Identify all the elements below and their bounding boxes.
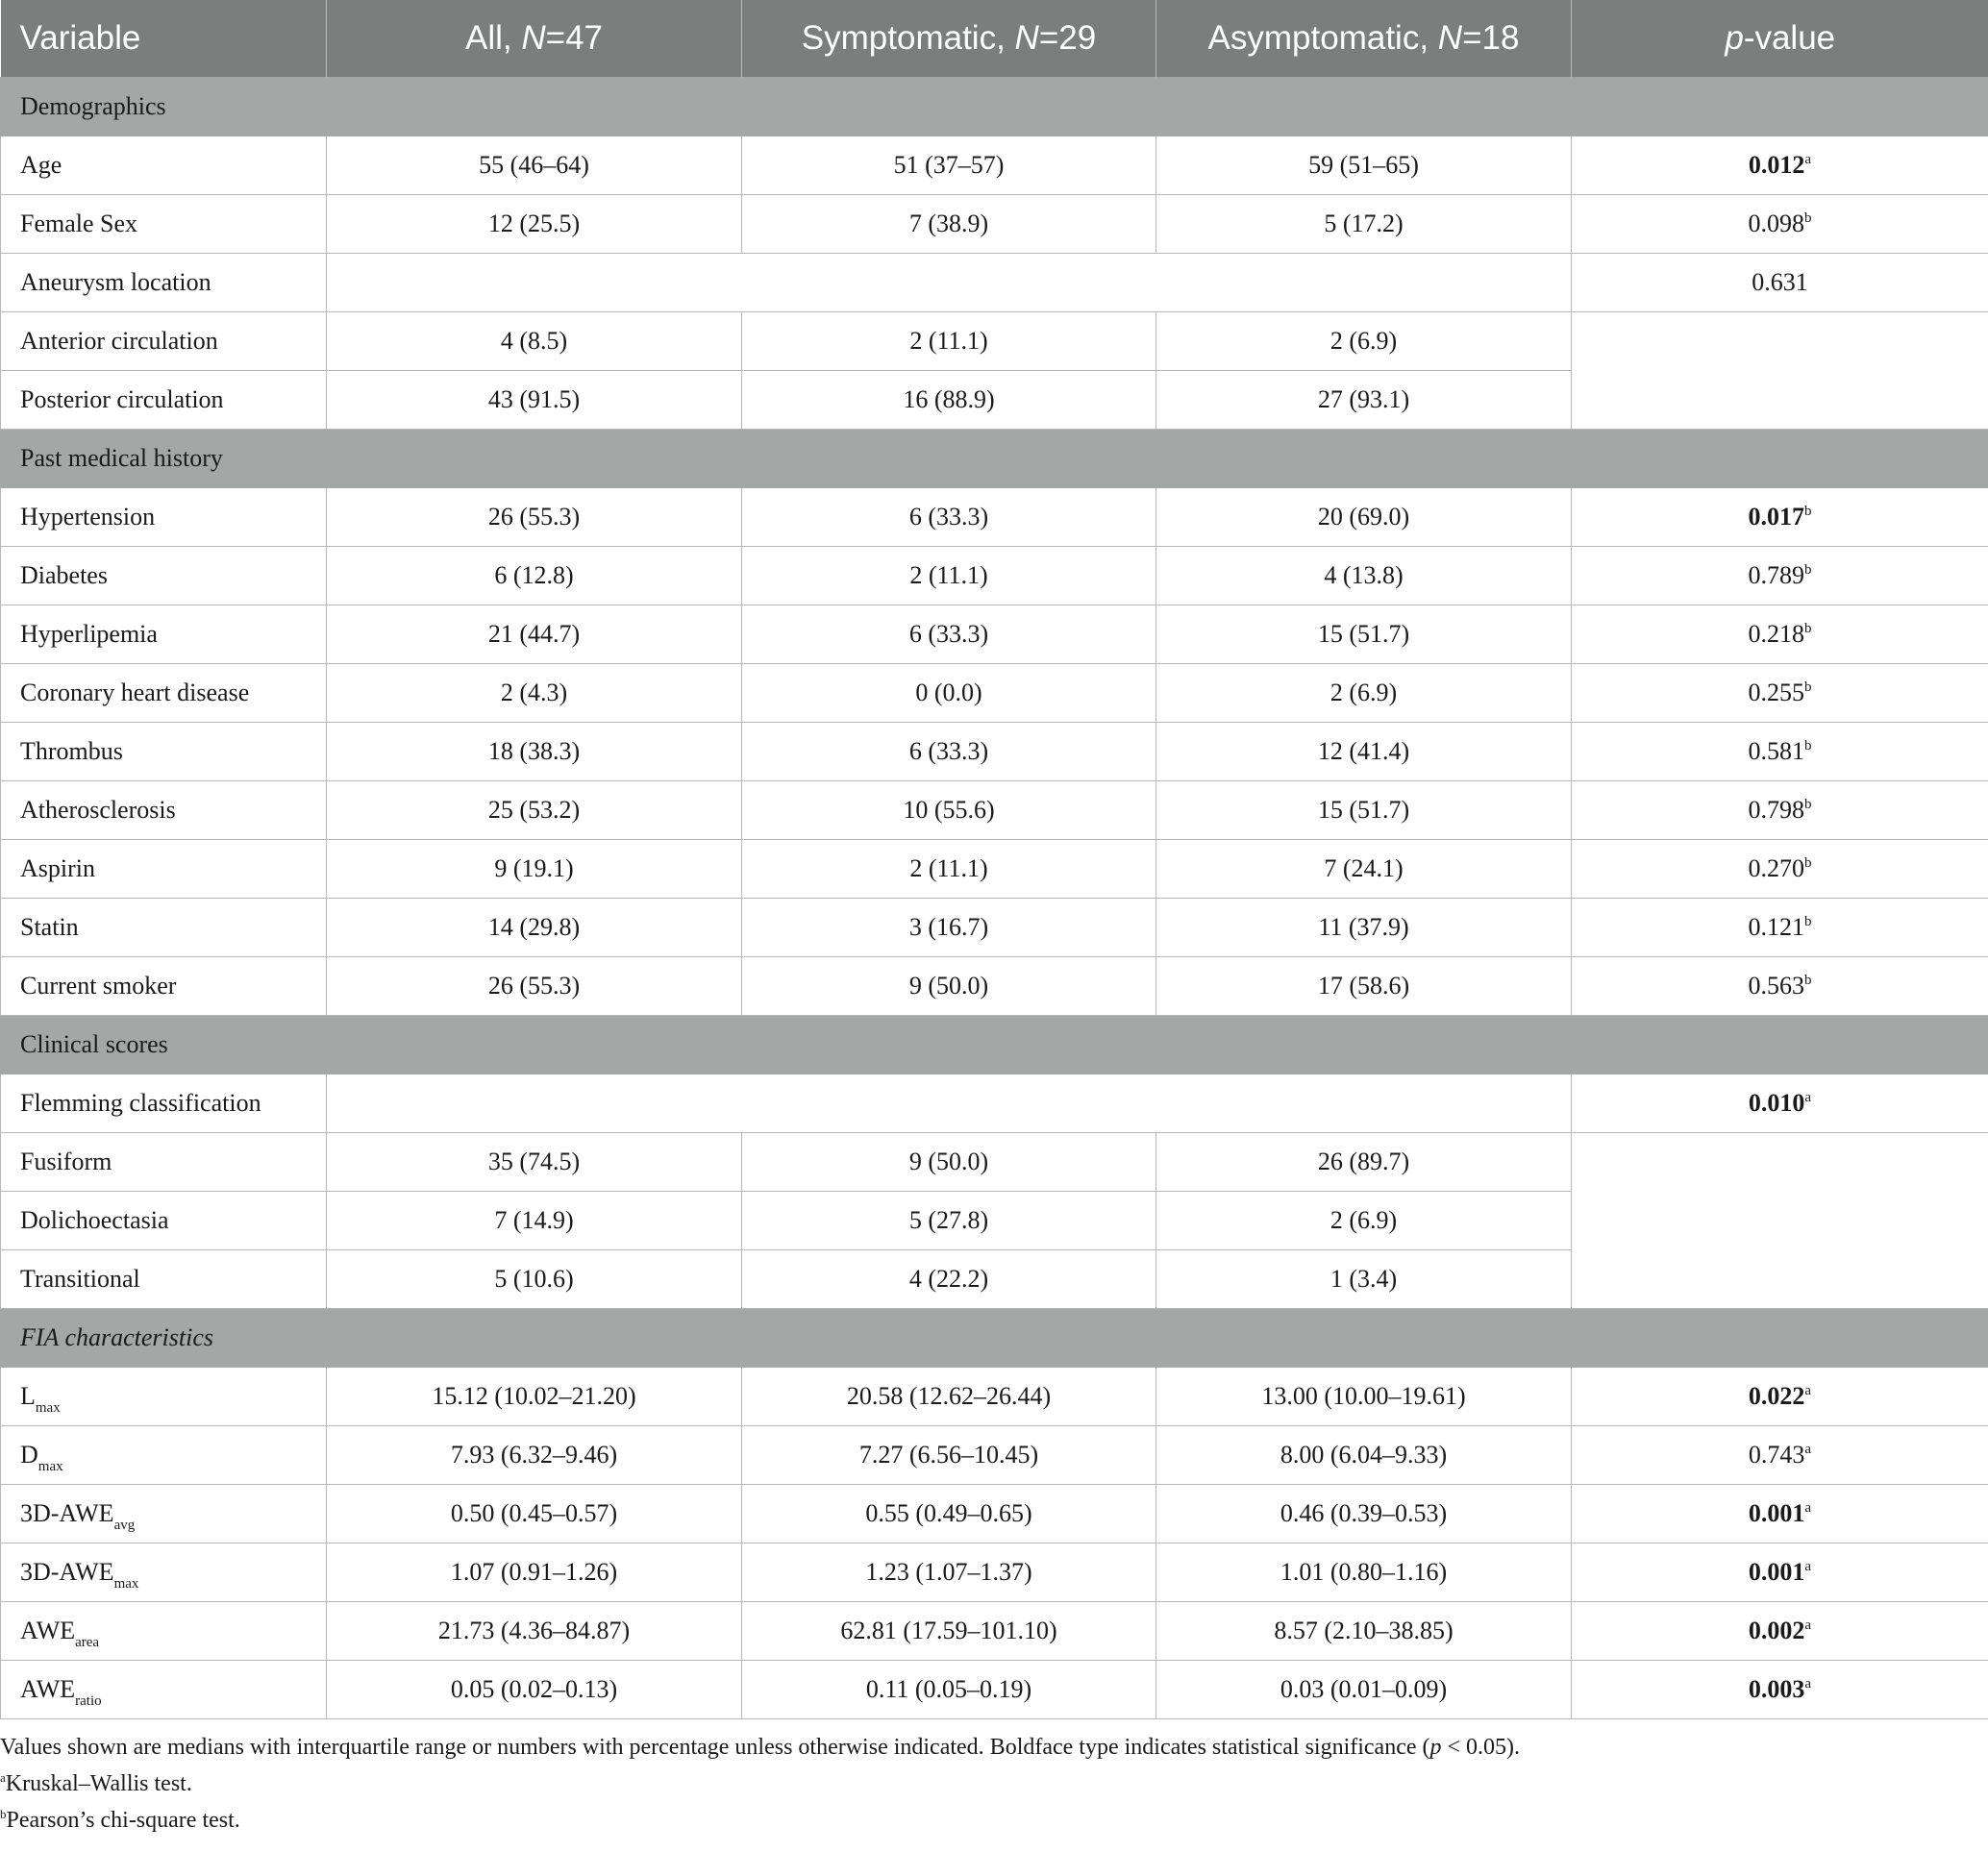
table-row bbox=[1, 1543, 1988, 1602]
cell-all: 26 (55.3) bbox=[327, 488, 742, 547]
cell-asymptomatic: 4 (13.8) bbox=[1156, 547, 1572, 605]
cell-asymptomatic: 59 (51–65) bbox=[1156, 136, 1572, 195]
cell-all: 6 (12.8) bbox=[327, 547, 742, 605]
cell-p-value: 0.255$^b$ bbox=[1572, 664, 1988, 723]
cell-symptomatic: 0.11 (0.05–0.19) bbox=[742, 1661, 1156, 1719]
cell-asymptomatic: 2 (6.9) bbox=[1156, 1192, 1572, 1250]
section-row bbox=[1, 430, 1988, 488]
table-row bbox=[1, 1602, 1988, 1661]
table-row bbox=[1, 1133, 1988, 1192]
cell-symptomatic: 2 (11.1) bbox=[742, 547, 1156, 605]
row-label: Fusiform bbox=[1, 1133, 327, 1192]
cell-symptomatic: 62.81 (17.59–101.10) bbox=[742, 1602, 1156, 1661]
cell-p-value: 0.743$^a$ bbox=[1572, 1426, 1988, 1485]
cell-all: 0.05 (0.02–0.13) bbox=[327, 1661, 742, 1719]
row-label: Flemming classification bbox=[1, 1074, 327, 1133]
row-label: $3D-AWE_{max}$ bbox=[1, 1543, 327, 1602]
cell-p-value: 0.010$^a$ bbox=[1572, 1074, 1988, 1133]
row-label: $AWE_{ratio}$ bbox=[1, 1661, 327, 1719]
table-row bbox=[1, 957, 1988, 1016]
table-row bbox=[1, 547, 1988, 605]
cell-p-value: 0.098$^b$ bbox=[1572, 195, 1988, 254]
cell-p-value: 0.017$^b$ bbox=[1572, 488, 1988, 547]
cell-symptomatic: 3 (16.7) bbox=[742, 899, 1156, 957]
footnote-b: $^b$Pearson’s chi-square test. bbox=[0, 1807, 240, 1833]
cell-symptomatic: 0.55 (0.49–0.65) bbox=[742, 1485, 1156, 1543]
row-label: $AWE_{area}$ bbox=[1, 1602, 327, 1661]
table-row bbox=[1, 488, 1988, 547]
cell-p-value-empty bbox=[1572, 1133, 1988, 1309]
cell-symptomatic: 5 (27.8) bbox=[742, 1192, 1156, 1250]
cell-symptomatic: 4 (22.2) bbox=[742, 1250, 1156, 1309]
section-fia-characteristics: FIA characteristics bbox=[1, 1309, 1988, 1368]
cell-asymptomatic: 1 (3.4) bbox=[1156, 1250, 1572, 1309]
cell-empty-span bbox=[327, 1074, 1572, 1133]
cell-all: 7.93 (6.32–9.46) bbox=[327, 1426, 742, 1485]
header-variable: Variable bbox=[1, 0, 327, 78]
cell-p-value: 0.270$^b$ bbox=[1572, 840, 1988, 899]
cell-p-value: 0.001$^a$ bbox=[1572, 1485, 1988, 1543]
cell-all: 4 (8.5) bbox=[327, 312, 742, 371]
cell-p-value: 0.218$^b$ bbox=[1572, 605, 1988, 664]
table-row bbox=[1, 664, 1988, 723]
header-row bbox=[1, 0, 1988, 78]
header-all: All, N=47 bbox=[327, 0, 742, 78]
table-row bbox=[1, 723, 1988, 781]
footnote-main: Values shown are medians with interquartile range or numbers with percentage unless otherwise indicated. Boldface type indicates statistical significance (p < 0.05). bbox=[0, 1735, 1521, 1760]
table-row bbox=[1, 195, 1988, 254]
table-row bbox=[1, 136, 1988, 195]
row-label: Aneurysm location bbox=[1, 254, 327, 312]
cell-all: 43 (91.5) bbox=[327, 371, 742, 430]
cell-asymptomatic: 8.57 (2.10–38.85) bbox=[1156, 1602, 1572, 1661]
row-label: Anterior circulation bbox=[1, 312, 327, 371]
cell-all: 26 (55.3) bbox=[327, 957, 742, 1016]
cell-symptomatic: 7 (38.9) bbox=[742, 195, 1156, 254]
row-label: Transitional bbox=[1, 1250, 327, 1309]
cell-empty-span bbox=[327, 254, 1572, 312]
table-row bbox=[1, 1426, 1988, 1485]
row-label: Statin bbox=[1, 899, 327, 957]
cell-symptomatic: 9 (50.0) bbox=[742, 1133, 1156, 1192]
table-row bbox=[1, 1368, 1988, 1426]
cell-symptomatic: 0 (0.0) bbox=[742, 664, 1156, 723]
section-demographics: Demographics bbox=[1, 78, 1988, 136]
table-row bbox=[1, 899, 1988, 957]
cell-all: 9 (19.1) bbox=[327, 840, 742, 899]
section-row bbox=[1, 78, 1988, 136]
cell-symptomatic: 6 (33.3) bbox=[742, 605, 1156, 664]
cell-all: 2 (4.3) bbox=[327, 664, 742, 723]
cell-symptomatic: 9 (50.0) bbox=[742, 957, 1156, 1016]
table-row bbox=[1, 781, 1988, 840]
row-label: Aspirin bbox=[1, 840, 327, 899]
cell-asymptomatic: 11 (37.9) bbox=[1156, 899, 1572, 957]
cell-symptomatic: 16 (88.9) bbox=[742, 371, 1156, 430]
cell-all: 21.73 (4.36–84.87) bbox=[327, 1602, 742, 1661]
row-label: $D_{max}$ bbox=[1, 1426, 327, 1485]
cell-symptomatic: 20.58 (12.62–26.44) bbox=[742, 1368, 1156, 1426]
cell-symptomatic: 7.27 (6.56–10.45) bbox=[742, 1426, 1156, 1485]
table-row bbox=[1, 605, 1988, 664]
cell-all: 1.07 (0.91–1.26) bbox=[327, 1543, 742, 1602]
section-row bbox=[1, 1309, 1988, 1368]
cell-p-value: 0.789$^b$ bbox=[1572, 547, 1988, 605]
header-symptomatic: Symptomatic, N=29 bbox=[742, 0, 1156, 78]
cell-symptomatic: 2 (11.1) bbox=[742, 840, 1156, 899]
cell-symptomatic: 6 (33.3) bbox=[742, 488, 1156, 547]
cell-all: 0.50 (0.45–0.57) bbox=[327, 1485, 742, 1543]
row-label: Current smoker bbox=[1, 957, 327, 1016]
cell-p-value: 0.002$^a$ bbox=[1572, 1602, 1988, 1661]
cell-asymptomatic: 13.00 (10.00–19.61) bbox=[1156, 1368, 1572, 1426]
section-clinical-scores: Clinical scores bbox=[1, 1016, 1988, 1074]
cell-asymptomatic: 12 (41.4) bbox=[1156, 723, 1572, 781]
row-label: Atherosclerosis bbox=[1, 781, 327, 840]
cell-all: 35 (74.5) bbox=[327, 1133, 742, 1192]
row-label: Posterior circulation bbox=[1, 371, 327, 430]
row-label: Hyperlipemia bbox=[1, 605, 327, 664]
cell-all: 14 (29.8) bbox=[327, 899, 742, 957]
cell-all: 21 (44.7) bbox=[327, 605, 742, 664]
cell-p-value: 0.121$^b$ bbox=[1572, 899, 1988, 957]
cell-asymptomatic: 0.03 (0.01–0.09) bbox=[1156, 1661, 1572, 1719]
table-row bbox=[1, 840, 1988, 899]
row-label: Age bbox=[1, 136, 327, 195]
row-label: Diabetes bbox=[1, 547, 327, 605]
row-label: Dolichoectasia bbox=[1, 1192, 327, 1250]
cell-p-value: 0.581$^b$ bbox=[1572, 723, 1988, 781]
cell-asymptomatic: 27 (93.1) bbox=[1156, 371, 1572, 430]
cell-p-value: 0.003$^a$ bbox=[1572, 1661, 1988, 1719]
row-label: $3D-AWE_{avg}$ bbox=[1, 1485, 327, 1543]
table-row bbox=[1, 312, 1988, 371]
row-label: Thrombus bbox=[1, 723, 327, 781]
cell-asymptomatic: 26 (89.7) bbox=[1156, 1133, 1572, 1192]
cell-symptomatic: 10 (55.6) bbox=[742, 781, 1156, 840]
cell-symptomatic: 2 (11.1) bbox=[742, 312, 1156, 371]
row-label: Coronary heart disease bbox=[1, 664, 327, 723]
cell-p-value: 0.022$^a$ bbox=[1572, 1368, 1988, 1426]
cell-asymptomatic: 17 (58.6) bbox=[1156, 957, 1572, 1016]
cell-p-value-empty bbox=[1572, 312, 1988, 430]
cell-p-value: 0.798$^b$ bbox=[1572, 781, 1988, 840]
table-row bbox=[1, 1074, 1988, 1133]
cell-asymptomatic: 5 (17.2) bbox=[1156, 195, 1572, 254]
cell-all: 5 (10.6) bbox=[327, 1250, 742, 1309]
cell-all: 18 (38.3) bbox=[327, 723, 742, 781]
cell-all: 15.12 (10.02–21.20) bbox=[327, 1368, 742, 1426]
cell-all: 7 (14.9) bbox=[327, 1192, 742, 1250]
cell-asymptomatic: 8.00 (6.04–9.33) bbox=[1156, 1426, 1572, 1485]
table-footnotes bbox=[0, 1719, 1988, 1839]
cell-all: 12 (25.5) bbox=[327, 195, 742, 254]
section-row bbox=[1, 1016, 1988, 1074]
cell-asymptomatic: 2 (6.9) bbox=[1156, 664, 1572, 723]
cell-symptomatic: 51 (37–57) bbox=[742, 136, 1156, 195]
footnote-a: $^a$Kruskal–Wallis test. bbox=[0, 1770, 192, 1796]
cell-asymptomatic: 2 (6.9) bbox=[1156, 312, 1572, 371]
cell-asymptomatic: 7 (24.1) bbox=[1156, 840, 1572, 899]
row-label: $L_{max}$ bbox=[1, 1368, 327, 1426]
cell-symptomatic: 6 (33.3) bbox=[742, 723, 1156, 781]
cell-p-value: 0.631 bbox=[1572, 254, 1988, 312]
cell-symptomatic: 1.23 (1.07–1.37) bbox=[742, 1543, 1156, 1602]
row-label: Hypertension bbox=[1, 488, 327, 547]
cell-asymptomatic: 1.01 (0.80–1.16) bbox=[1156, 1543, 1572, 1602]
cell-asymptomatic: 0.46 (0.39–0.53) bbox=[1156, 1485, 1572, 1543]
cell-p-value: 0.001$^a$ bbox=[1572, 1543, 1988, 1602]
cell-p-value: 0.563$^b$ bbox=[1572, 957, 1988, 1016]
table-row bbox=[1, 1661, 1988, 1719]
cell-all: 55 (46–64) bbox=[327, 136, 742, 195]
cell-asymptomatic: 15 (51.7) bbox=[1156, 781, 1572, 840]
table-row bbox=[1, 254, 1988, 312]
cell-asymptomatic: 20 (69.0) bbox=[1156, 488, 1572, 547]
cell-p-value: 0.012$^a$ bbox=[1572, 136, 1988, 195]
header-p-value: p-value bbox=[1572, 0, 1988, 78]
section-past-medical-history: Past medical history bbox=[1, 430, 1988, 488]
header-asymptomatic: Asymptomatic, N=18 bbox=[1156, 0, 1572, 78]
table-row bbox=[1, 1485, 1988, 1543]
row-label: Female Sex bbox=[1, 195, 327, 254]
cell-asymptomatic: 15 (51.7) bbox=[1156, 605, 1572, 664]
cell-all: 25 (53.2) bbox=[327, 781, 742, 840]
